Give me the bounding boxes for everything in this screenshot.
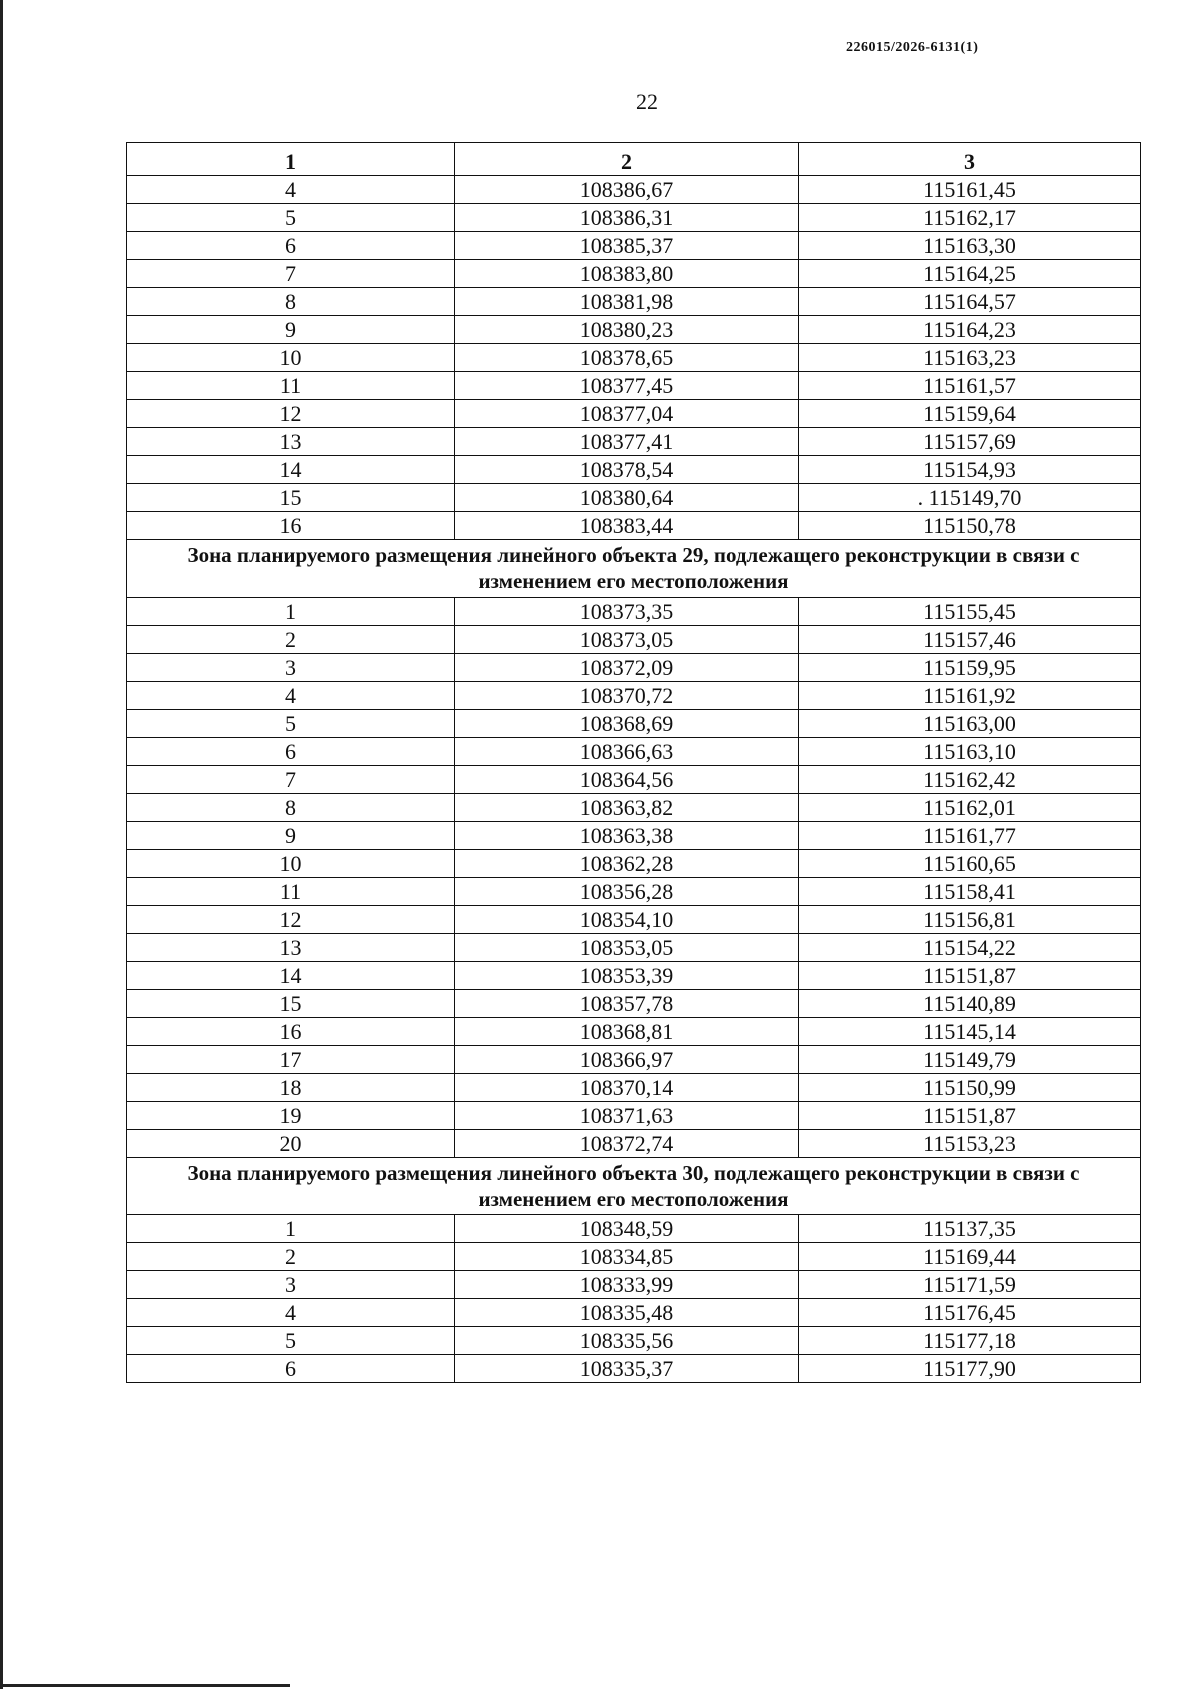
point-number-cell: 20	[127, 1129, 455, 1157]
table-row	[127, 484, 1141, 512]
table-row	[127, 456, 1141, 484]
table-row	[127, 288, 1141, 316]
coordinate-x-cell: 108372,74	[455, 1129, 799, 1157]
table-row	[127, 316, 1141, 344]
coordinate-x-cell: 108372,09	[455, 653, 799, 681]
coordinate-x-cell: 108333,99	[455, 1271, 799, 1299]
coordinate-y-cell: 115161,45	[799, 176, 1141, 204]
coordinate-y-cell: 115155,45	[799, 597, 1141, 625]
coordinate-x-cell: 108354,10	[455, 905, 799, 933]
coordinate-y-cell: 115137,35	[799, 1215, 1141, 1243]
table-row	[127, 793, 1141, 821]
point-number-cell: 14	[127, 456, 455, 484]
point-number-cell: 8	[127, 793, 455, 821]
coordinate-x-cell: 108353,39	[455, 961, 799, 989]
table-row	[127, 1073, 1141, 1101]
coordinate-x-cell: 108383,80	[455, 260, 799, 288]
coordinate-x-cell: 108368,69	[455, 709, 799, 737]
coordinate-y-cell: 115177,18	[799, 1327, 1141, 1355]
coordinate-y-cell: 115154,22	[799, 933, 1141, 961]
coordinate-y-cell: 115150,99	[799, 1073, 1141, 1101]
table-row	[127, 1045, 1141, 1073]
coordinate-x-cell: 108381,98	[455, 288, 799, 316]
table-row	[127, 765, 1141, 793]
table-row	[127, 1101, 1141, 1129]
point-number-cell: 5	[127, 1327, 455, 1355]
coordinate-y-cell: 115157,69	[799, 428, 1141, 456]
coordinate-y-cell: 115171,59	[799, 1271, 1141, 1299]
coordinate-x-cell: 108335,48	[455, 1299, 799, 1327]
coordinates-table-body	[127, 143, 1141, 1383]
point-number-cell: 14	[127, 961, 455, 989]
table-row	[127, 849, 1141, 877]
point-number-cell: 19	[127, 1101, 455, 1129]
point-number-cell: 16	[127, 1017, 455, 1045]
coordinate-x-cell: 108357,78	[455, 989, 799, 1017]
coordinate-y-cell: . 115149,70	[799, 484, 1141, 512]
coordinate-y-cell: 115161,57	[799, 372, 1141, 400]
point-number-cell: 2	[127, 1243, 455, 1271]
point-number-cell: 6	[127, 232, 455, 260]
point-number-cell: 3	[127, 1271, 455, 1299]
coordinate-y-cell: 115163,10	[799, 737, 1141, 765]
point-number-cell: 11	[127, 877, 455, 905]
coordinate-y-cell: 115176,45	[799, 1299, 1141, 1327]
point-number-cell: 4	[127, 1299, 455, 1327]
table-row	[127, 1243, 1141, 1271]
coordinate-x-cell: 108386,67	[455, 176, 799, 204]
point-number-cell: 11	[127, 372, 455, 400]
coordinate-y-cell: 115140,89	[799, 989, 1141, 1017]
point-number-cell: 9	[127, 316, 455, 344]
coordinate-y-cell: 115151,87	[799, 1101, 1141, 1129]
table-row	[127, 1271, 1141, 1299]
section-title: Зона планируемого размещения линейного объекта 29, подлежащего реконструкции в связи с изменением его местоположения	[127, 540, 1141, 598]
point-number-cell: 7	[127, 260, 455, 288]
table-header-row	[127, 143, 1141, 176]
coordinate-y-cell: 115162,17	[799, 204, 1141, 232]
coordinate-y-cell: 115159,95	[799, 653, 1141, 681]
coordinate-x-cell: 108378,65	[455, 344, 799, 372]
coordinate-x-cell: 108373,05	[455, 625, 799, 653]
table-row	[127, 933, 1141, 961]
coordinate-x-cell: 108386,31	[455, 204, 799, 232]
table-row	[127, 989, 1141, 1017]
column-header-2: 2	[455, 143, 799, 176]
coordinate-y-cell: 115160,65	[799, 849, 1141, 877]
table-row	[127, 260, 1141, 288]
coordinates-table	[126, 142, 1141, 1383]
coordinate-y-cell: 115164,25	[799, 260, 1141, 288]
coordinate-y-cell: 115164,23	[799, 316, 1141, 344]
point-number-cell: 10	[127, 849, 455, 877]
coordinate-x-cell: 108348,59	[455, 1215, 799, 1243]
coordinate-x-cell: 108370,72	[455, 681, 799, 709]
coordinates-table-container	[126, 142, 1140, 1383]
point-number-cell: 1	[127, 597, 455, 625]
point-number-cell: 13	[127, 428, 455, 456]
point-number-cell: 9	[127, 821, 455, 849]
table-row	[127, 176, 1141, 204]
column-header-1: 1	[127, 143, 455, 176]
coordinate-y-cell: 115151,87	[799, 961, 1141, 989]
coordinate-x-cell: 108363,38	[455, 821, 799, 849]
table-row	[127, 681, 1141, 709]
coordinate-y-cell: 115162,01	[799, 793, 1141, 821]
coordinate-y-cell: 115163,00	[799, 709, 1141, 737]
table-row	[127, 653, 1141, 681]
point-number-cell: 12	[127, 905, 455, 933]
table-row	[127, 1299, 1141, 1327]
coordinate-y-cell: 115150,78	[799, 512, 1141, 540]
point-number-cell: 3	[127, 653, 455, 681]
coordinate-x-cell: 108377,04	[455, 400, 799, 428]
table-row	[127, 877, 1141, 905]
coordinate-y-cell: 115161,92	[799, 681, 1141, 709]
coordinate-y-cell: 115153,23	[799, 1129, 1141, 1157]
table-row	[127, 344, 1141, 372]
coordinate-x-cell: 108380,23	[455, 316, 799, 344]
coordinate-x-cell: 108373,35	[455, 597, 799, 625]
table-row	[127, 625, 1141, 653]
table-row	[127, 428, 1141, 456]
section-title-row	[127, 1157, 1141, 1215]
coordinate-x-cell: 108380,64	[455, 484, 799, 512]
coordinate-x-cell: 108334,85	[455, 1243, 799, 1271]
coordinate-y-cell: 115145,14	[799, 1017, 1141, 1045]
section-title: Зона планируемого размещения линейного объекта 30, подлежащего реконструкции в связи с изменением его местоположения	[127, 1157, 1141, 1215]
coordinate-x-cell: 108378,54	[455, 456, 799, 484]
point-number-cell: 17	[127, 1045, 455, 1073]
point-number-cell: 16	[127, 512, 455, 540]
table-row	[127, 597, 1141, 625]
point-number-cell: 18	[127, 1073, 455, 1101]
coordinate-y-cell: 115158,41	[799, 877, 1141, 905]
table-row	[127, 1129, 1141, 1157]
coordinate-x-cell: 108335,37	[455, 1355, 799, 1383]
table-row	[127, 204, 1141, 232]
table-row	[127, 737, 1141, 765]
coordinate-y-cell: 115162,42	[799, 765, 1141, 793]
coordinate-x-cell: 108362,28	[455, 849, 799, 877]
point-number-cell: 15	[127, 989, 455, 1017]
coordinate-y-cell: 115164,57	[799, 288, 1141, 316]
table-row	[127, 1017, 1141, 1045]
point-number-cell: 5	[127, 709, 455, 737]
point-number-cell: 1	[127, 1215, 455, 1243]
point-number-cell: 13	[127, 933, 455, 961]
point-number-cell: 6	[127, 737, 455, 765]
table-row	[127, 372, 1141, 400]
coordinate-x-cell: 108356,28	[455, 877, 799, 905]
coordinate-y-cell: 115149,79	[799, 1045, 1141, 1073]
point-number-cell: 4	[127, 681, 455, 709]
column-header-3: 3	[799, 143, 1141, 176]
point-number-cell: 5	[127, 204, 455, 232]
coordinate-x-cell: 108353,05	[455, 933, 799, 961]
coordinate-x-cell: 108383,44	[455, 512, 799, 540]
point-number-cell: 4	[127, 176, 455, 204]
coordinate-x-cell: 108364,56	[455, 765, 799, 793]
coordinate-x-cell: 108366,97	[455, 1045, 799, 1073]
coordinate-x-cell: 108370,14	[455, 1073, 799, 1101]
point-number-cell: 6	[127, 1355, 455, 1383]
coordinate-y-cell: 115169,44	[799, 1243, 1141, 1271]
coordinate-y-cell: 115163,23	[799, 344, 1141, 372]
section-title-row	[127, 540, 1141, 598]
table-row	[127, 821, 1141, 849]
point-number-cell: 8	[127, 288, 455, 316]
table-row	[127, 512, 1141, 540]
coordinate-y-cell: 115159,64	[799, 400, 1141, 428]
coordinate-x-cell: 108371,63	[455, 1101, 799, 1129]
table-row	[127, 1355, 1141, 1383]
left-scan-edge	[0, 0, 3, 1689]
coordinate-y-cell: 115154,93	[799, 456, 1141, 484]
point-number-cell: 7	[127, 765, 455, 793]
coordinate-y-cell: 115156,81	[799, 905, 1141, 933]
coordinate-x-cell: 108368,81	[455, 1017, 799, 1045]
coordinate-y-cell: 115157,46	[799, 625, 1141, 653]
coordinate-y-cell: 115163,30	[799, 232, 1141, 260]
coordinate-y-cell: 115161,77	[799, 821, 1141, 849]
coordinate-x-cell: 108366,63	[455, 737, 799, 765]
coordinate-x-cell: 108363,82	[455, 793, 799, 821]
table-row	[127, 1327, 1141, 1355]
point-number-cell: 2	[127, 625, 455, 653]
table-row	[127, 961, 1141, 989]
coordinate-x-cell: 108385,37	[455, 232, 799, 260]
point-number-cell: 15	[127, 484, 455, 512]
document-id: 226015/2026-6131(1)	[846, 40, 979, 55]
point-number-cell: 10	[127, 344, 455, 372]
table-row	[127, 400, 1141, 428]
coordinate-x-cell: 108335,56	[455, 1327, 799, 1355]
bottom-scan-edge	[0, 1684, 290, 1687]
coordinate-x-cell: 108377,41	[455, 428, 799, 456]
coordinate-y-cell: 115177,90	[799, 1355, 1141, 1383]
point-number-cell: 12	[127, 400, 455, 428]
table-row	[127, 709, 1141, 737]
table-row	[127, 232, 1141, 260]
table-row	[127, 905, 1141, 933]
coordinate-x-cell: 108377,45	[455, 372, 799, 400]
table-row	[127, 1215, 1141, 1243]
page-number: 22	[636, 89, 658, 114]
